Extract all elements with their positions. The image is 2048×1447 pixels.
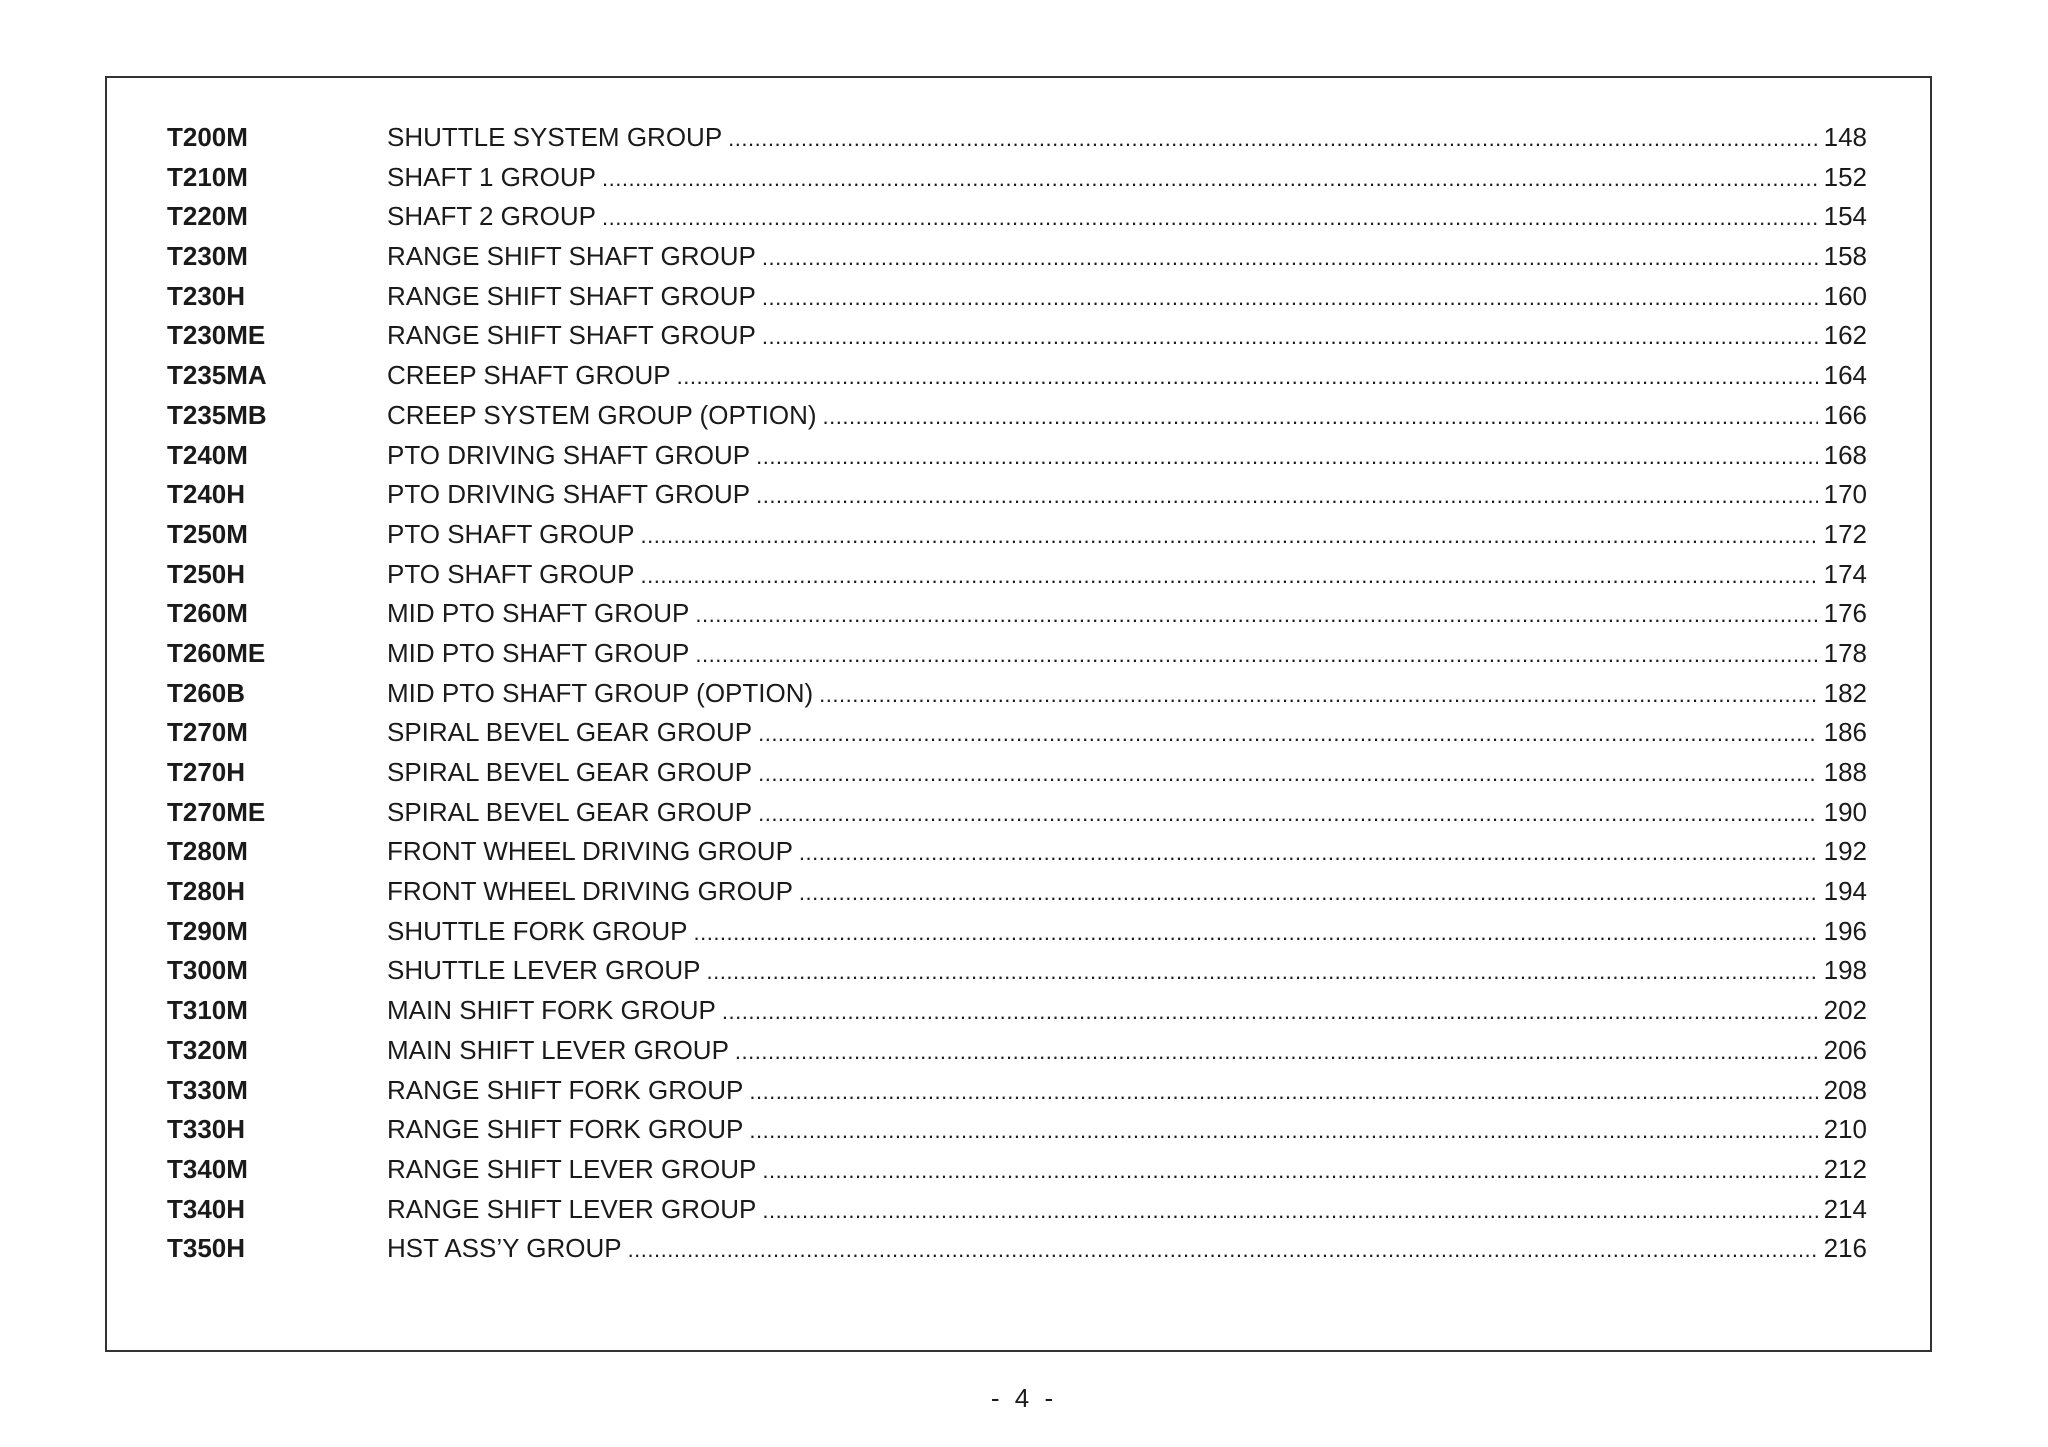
toc-entry-page: 160 xyxy=(1823,280,1867,311)
toc-entry-page: 168 xyxy=(1823,439,1867,470)
toc-entry-title: MID PTO SHAFT GROUP xyxy=(387,598,690,629)
dot-leader xyxy=(722,992,1818,1032)
toc-entry-page: 208 xyxy=(1823,1074,1867,1105)
toc-entry-code: T320M xyxy=(167,1034,248,1065)
dot-leader xyxy=(749,1111,1817,1151)
toc-entry-code: T200M xyxy=(167,122,248,152)
toc-entry xyxy=(167,594,1867,634)
toc-entry-page: 196 xyxy=(1823,915,1867,946)
toc-entry-code: T220M xyxy=(167,201,248,232)
toc-entry xyxy=(167,475,1867,515)
toc-entry-title: PTO DRIVING SHAFT GROUP xyxy=(387,439,751,470)
toc-entry-title: FRONT WHEEL DRIVING GROUP xyxy=(387,876,793,907)
toc-entry xyxy=(167,713,1867,753)
dot-leader xyxy=(758,714,1818,754)
toc-entry-title: MID PTO SHAFT GROUP (OPTION) xyxy=(387,677,814,708)
toc-entry-page: 170 xyxy=(1823,479,1867,510)
toc-entry-title: SPIRAL BEVEL GEAR GROUP xyxy=(387,757,753,787)
toc-entry-page: 148 xyxy=(1823,122,1867,152)
toc-entry-title: CREEP SYSTEM GROUP (OPTION) xyxy=(387,399,817,430)
toc-entry xyxy=(167,872,1867,912)
toc-entry xyxy=(167,237,1867,277)
toc-entry xyxy=(167,912,1867,952)
toc-entry-code: T270M xyxy=(167,717,248,748)
toc-entry-code: T300M xyxy=(167,955,248,986)
toc-entry-code: T230H xyxy=(167,280,246,311)
toc-entry-title: RANGE SHIFT FORK GROUP xyxy=(387,1074,744,1105)
toc-entry-title: PTO DRIVING SHAFT GROUP xyxy=(387,479,751,510)
toc-entry-page: 176 xyxy=(1823,598,1867,629)
toc-entry xyxy=(167,118,1867,158)
toc-entry-code: T260B xyxy=(167,677,246,708)
toc-entry-page: 192 xyxy=(1823,836,1867,867)
table-of-contents xyxy=(167,118,1867,1269)
toc-entry xyxy=(167,634,1867,674)
dot-leader xyxy=(762,1151,1817,1191)
toc-entry-page: 158 xyxy=(1823,241,1867,272)
toc-entry-code: T240M xyxy=(167,439,248,470)
toc-entry-page: 194 xyxy=(1823,876,1867,907)
toc-entry-code: T340M xyxy=(167,1153,248,1184)
toc-entry-page: 174 xyxy=(1823,558,1867,589)
toc-entry-code: T350H xyxy=(167,1233,246,1264)
toc-entry-code: T290M xyxy=(167,915,248,946)
toc-entry-title: FRONT WHEEL DRIVING GROUP xyxy=(387,836,793,867)
dot-leader xyxy=(762,238,1818,278)
toc-entry-code: T235MA xyxy=(167,360,267,391)
toc-entry-page: 214 xyxy=(1823,1193,1867,1224)
dot-leader xyxy=(695,635,1817,675)
toc-entry-page: 178 xyxy=(1823,637,1867,668)
dot-leader xyxy=(799,833,1818,873)
toc-entry-code: T330H xyxy=(167,1114,246,1145)
toc-entry-page: 152 xyxy=(1823,161,1867,192)
dot-leader xyxy=(693,913,1817,953)
toc-entry-title: SHUTTLE LEVER GROUP xyxy=(387,955,701,986)
dot-leader xyxy=(758,794,1818,834)
toc-entry xyxy=(167,1150,1867,1190)
page-number: - 4 - xyxy=(990,1383,1058,1413)
toc-entry-page: 172 xyxy=(1823,518,1867,549)
dot-leader xyxy=(823,397,1818,437)
dot-leader xyxy=(749,1072,1817,1112)
toc-entry-title: RANGE SHIFT LEVER GROUP xyxy=(387,1153,757,1184)
dot-leader xyxy=(707,952,1818,992)
toc-entry-title: HST ASS’Y GROUP xyxy=(387,1233,622,1264)
dot-leader xyxy=(728,119,1817,159)
toc-entry-title: RANGE SHIFT FORK GROUP xyxy=(387,1114,744,1145)
toc-entry xyxy=(167,396,1867,436)
toc-entry-page: 188 xyxy=(1823,757,1867,787)
toc-entry-title: CREEP SHAFT GROUP xyxy=(387,360,671,391)
toc-entry xyxy=(167,515,1867,555)
dot-leader xyxy=(819,675,1817,715)
toc-entry-code: T240H xyxy=(167,479,246,510)
toc-entry-code: T340H xyxy=(167,1193,246,1224)
toc-entry-title: RANGE SHIFT SHAFT GROUP xyxy=(387,280,756,311)
toc-entry-page: 202 xyxy=(1823,995,1867,1026)
toc-entry-title: RANGE SHIFT LEVER GROUP xyxy=(387,1193,757,1224)
toc-entry-title: SPIRAL BEVEL GEAR GROUP xyxy=(387,717,753,748)
toc-entry xyxy=(167,991,1867,1031)
toc-entry-title: MAIN SHIFT LEVER GROUP xyxy=(387,1034,729,1065)
toc-entry-code: T260M xyxy=(167,598,248,629)
dot-leader xyxy=(735,1032,1818,1072)
dot-leader xyxy=(799,873,1818,913)
toc-entry xyxy=(167,356,1867,396)
dot-leader xyxy=(762,1191,1817,1231)
dot-leader xyxy=(628,1230,1818,1270)
toc-entry xyxy=(167,555,1867,595)
toc-entry-code: T210M xyxy=(167,161,248,192)
toc-entry-page: 186 xyxy=(1823,717,1867,748)
dot-leader xyxy=(762,278,1818,318)
toc-entry xyxy=(167,1031,1867,1071)
toc-entry-title: MID PTO SHAFT GROUP xyxy=(387,637,690,668)
dot-leader xyxy=(756,437,1818,477)
toc-entry xyxy=(167,1190,1867,1230)
toc-entry-title: SHUTTLE SYSTEM GROUP xyxy=(387,122,723,152)
toc-entry-code: T250H xyxy=(167,558,246,589)
toc-entry-code: T250M xyxy=(167,518,248,549)
toc-entry-code: T260ME xyxy=(167,637,266,668)
toc-entry-page: 190 xyxy=(1823,796,1867,827)
dot-leader xyxy=(762,317,1818,357)
toc-entry-title: SHAFT 2 GROUP xyxy=(387,201,597,232)
toc-entry xyxy=(167,832,1867,872)
toc-entry-code: T235MB xyxy=(167,399,267,430)
toc-entry xyxy=(167,674,1867,714)
toc-entry-title: RANGE SHIFT SHAFT GROUP xyxy=(387,241,756,272)
toc-entry xyxy=(167,1071,1867,1111)
toc-entry-title: PTO SHAFT GROUP xyxy=(387,518,635,549)
dot-leader xyxy=(756,476,1818,516)
toc-entry xyxy=(167,197,1867,237)
toc-entry xyxy=(167,436,1867,476)
dot-leader xyxy=(677,357,1818,397)
dot-leader xyxy=(602,198,1818,238)
toc-entry-title: RANGE SHIFT SHAFT GROUP xyxy=(387,320,756,351)
toc-entry xyxy=(167,951,1867,991)
toc-entry-code: T330M xyxy=(167,1074,248,1105)
toc-entry-page: 212 xyxy=(1823,1153,1867,1184)
dot-leader xyxy=(695,595,1817,635)
toc-entry-page: 162 xyxy=(1823,320,1867,351)
toc-frame xyxy=(105,76,1932,1352)
toc-entry-page: 182 xyxy=(1823,677,1867,708)
toc-entry-code: T270H xyxy=(167,757,246,787)
toc-entry-title: SHUTTLE FORK GROUP xyxy=(387,915,688,946)
toc-entry-code: T270ME xyxy=(167,796,266,827)
toc-entry xyxy=(167,158,1867,198)
toc-entry xyxy=(167,753,1867,793)
toc-entry-code: T280M xyxy=(167,836,248,867)
toc-entry-page: 164 xyxy=(1823,360,1867,391)
toc-entry-title: PTO SHAFT GROUP xyxy=(387,558,635,589)
toc-entry-page: 198 xyxy=(1823,955,1867,986)
toc-entry-page: 154 xyxy=(1823,201,1867,232)
toc-entry-code: T310M xyxy=(167,995,248,1026)
toc-entry xyxy=(167,1229,1867,1269)
toc-entry xyxy=(167,1110,1867,1150)
toc-entry-page: 216 xyxy=(1823,1233,1867,1264)
toc-entry xyxy=(167,793,1867,833)
toc-entry-code: T280H xyxy=(167,876,246,907)
toc-entry-page: 166 xyxy=(1823,399,1867,430)
dot-leader xyxy=(758,754,1818,794)
toc-entry-title: SHAFT 1 GROUP xyxy=(387,161,597,192)
toc-entry xyxy=(167,316,1867,356)
toc-entry-title: MAIN SHIFT FORK GROUP xyxy=(387,995,716,1026)
toc-entry-code: T230M xyxy=(167,241,248,272)
toc-entry-page: 210 xyxy=(1823,1114,1867,1145)
toc-entry-code: T230ME xyxy=(167,320,266,351)
toc-entry-title: SPIRAL BEVEL GEAR GROUP xyxy=(387,796,753,827)
toc-entry xyxy=(167,277,1867,317)
toc-entry-page: 206 xyxy=(1823,1034,1867,1065)
dot-leader xyxy=(641,516,1818,556)
dot-leader xyxy=(641,556,1818,596)
dot-leader xyxy=(602,159,1818,199)
